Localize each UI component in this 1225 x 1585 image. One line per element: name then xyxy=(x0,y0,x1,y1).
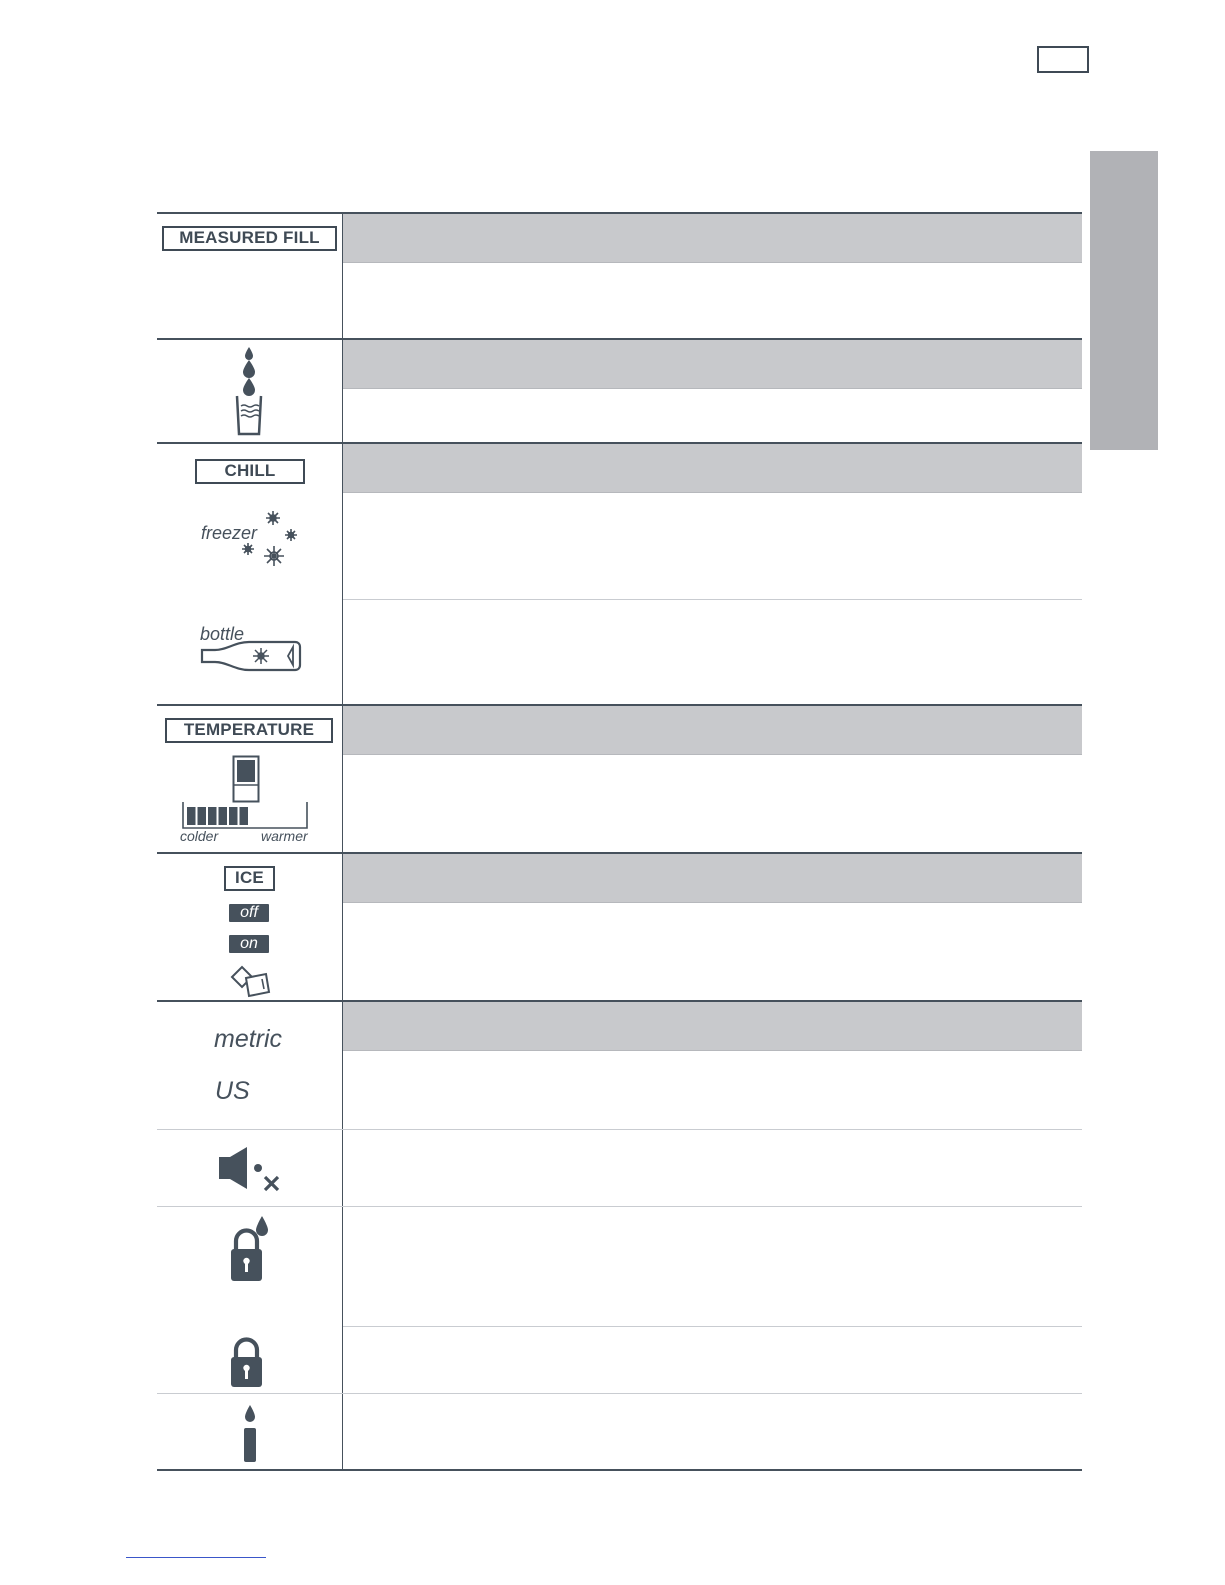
temperature-level-segment xyxy=(229,807,238,825)
measured-fill-header xyxy=(343,214,1082,263)
temperature-level-segment xyxy=(240,807,249,825)
units-header xyxy=(343,1002,1082,1051)
page-number-box xyxy=(1037,46,1089,73)
us-label: US xyxy=(215,1077,250,1105)
bottle-icon xyxy=(199,640,303,672)
temperature-label: TEMPERATURE xyxy=(165,718,333,743)
temperature-level-segment xyxy=(219,807,228,825)
water-drops-glass-icon xyxy=(230,344,270,436)
freezer-label: freezer xyxy=(201,523,258,543)
temperature-header xyxy=(343,706,1082,755)
measured-fill-label: MEASURED FILL xyxy=(162,226,337,251)
inner-divider xyxy=(343,1326,1082,1327)
lock-icon xyxy=(229,1338,265,1388)
ice-label: ICE xyxy=(224,866,275,891)
warmer-label: warmer xyxy=(261,828,308,844)
speaker-mute-icon xyxy=(218,1147,284,1191)
snowflake-icon xyxy=(238,508,298,572)
row-separator xyxy=(157,1469,1082,1471)
metric-label: metric xyxy=(214,1025,283,1053)
temperature-level-segment xyxy=(198,807,207,825)
section-side-tab xyxy=(1090,151,1158,450)
candle-icon xyxy=(240,1404,260,1464)
temperature-level-segment xyxy=(187,807,196,825)
column-divider xyxy=(342,213,343,1470)
chill-label: CHILL xyxy=(195,459,305,484)
colder-label: colder xyxy=(180,828,219,844)
ice-cubes-icon xyxy=(229,964,273,998)
fridge-icon xyxy=(232,755,262,805)
ice-off-badge: off xyxy=(229,904,269,922)
dispense-header xyxy=(343,340,1082,389)
ice-header xyxy=(343,854,1082,903)
row-divider xyxy=(157,1393,1082,1394)
lock-water-icon xyxy=(229,1214,275,1284)
row-divider xyxy=(157,1206,1082,1207)
inner-divider xyxy=(343,599,1082,600)
bottle-label: bottle xyxy=(200,624,245,644)
chill-header xyxy=(343,444,1082,493)
footer-link-underline[interactable] xyxy=(126,1557,266,1558)
temperature-level-segment xyxy=(208,807,217,825)
ice-on-badge: on xyxy=(229,935,269,953)
row-divider xyxy=(157,1129,1082,1130)
temperature-scale xyxy=(182,802,310,830)
